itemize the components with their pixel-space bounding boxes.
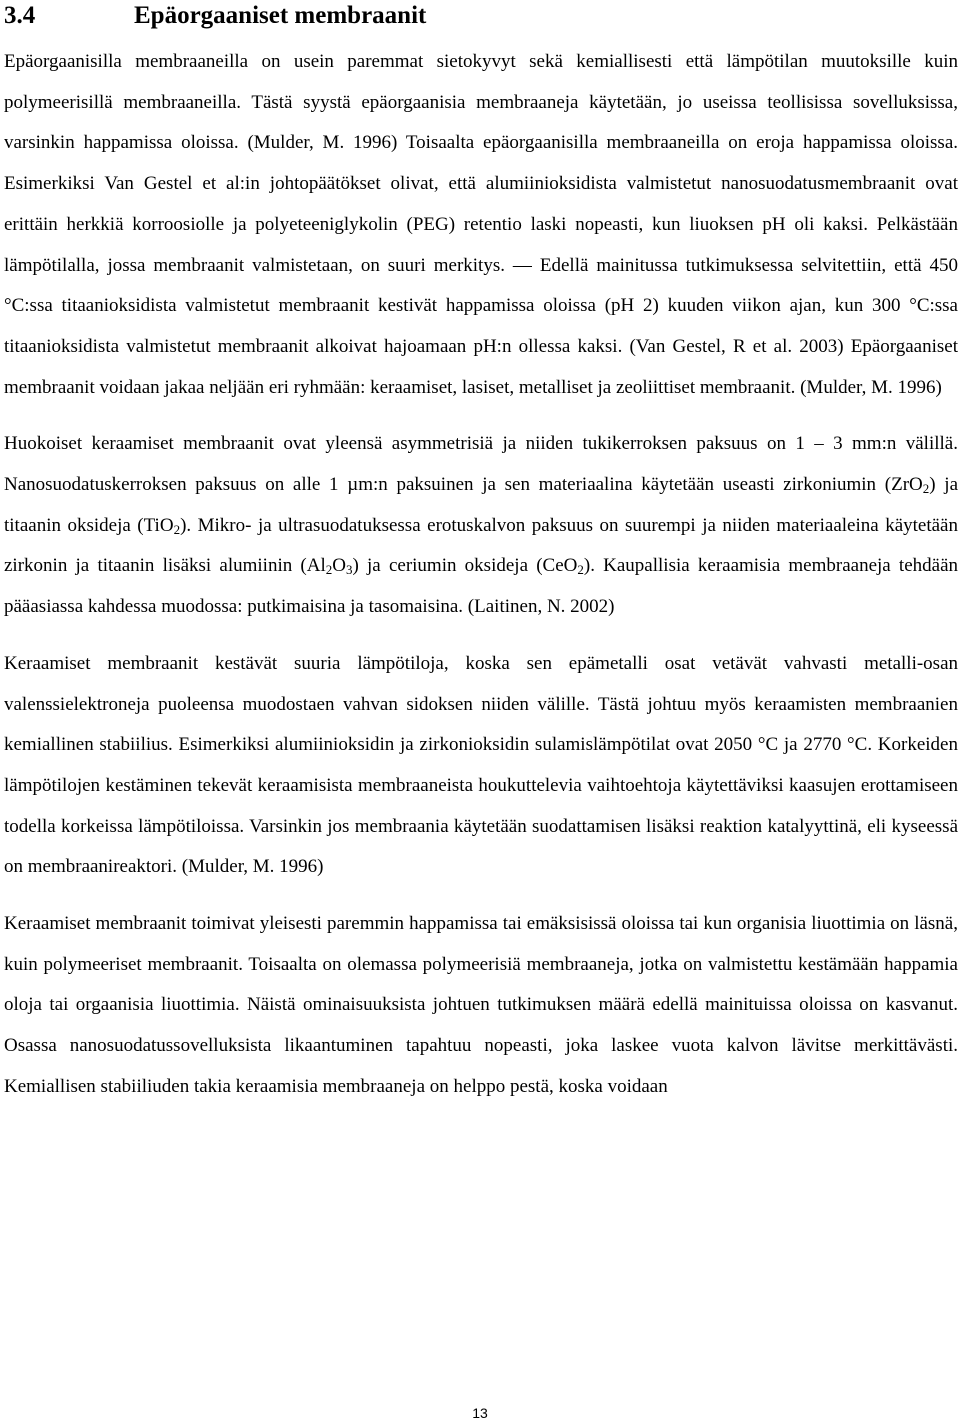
paragraph-2-text-c: ). Mikro- ja ultrasuodatuksessa erotuskalvon paksuus on suurempi ja niiden materiaaleina käytetään zirkonin ja titaanin lisäksi alumiinin (Al: [4, 514, 958, 577]
paragraph-1: Epäorgaanisilla membraaneilla on usein paremmat sietokyvyt sekä kemiallisesti että lämpötilan muutoksille kuin polymeerisillä membraaneilla. Tästä syystä epäorgaanisia membraaneja käytetään, jo useissa teollisissa sovelluksissa, varsinkin happamissa oloissa. (Mulder, M. 1996) Toisaalta epäorgaanisilla membraaneilla on eroja happamissa oloissa. Esimerkiksi Van Gestel et al:in johtopäätökset olivat, että alumiinioksidista valmistetut nanosuodatusmembraanit ovat erittäin herkkiä korroosiolle ja polyeteeniglykolin (PEG) retentio laski nopeasti, kun liuoksen pH oli kaksi. Pelkästään lämpötilalla, jossa membraanit valmistetaan, on suuri merkitys. — Edellä mainitussa tutkimuksessa selvitettiin, että 450 °C:ssa titaanioksidista valmistetut membraanit kestivät happamissa oloissa (pH 2) kuuden viikon ajan, kun 300 °C:ssa titaanioksidista valmistetut membraanit alkoivat hajoamaan pH:n ollessa kaksi. (Van Gestel, R et al. 2003) Epäorgaaniset membraanit voidaan jakaa neljään eri ryhmään: keraamiset, lasiset, metalliset ja zeoliittiset membraanit. (Mulder, M. 1996): [4, 51, 958, 398]
subscript: 2: [325, 562, 333, 578]
subscript: 2: [922, 481, 930, 497]
page-number: 13: [472, 1405, 488, 1421]
subscript: 3: [346, 562, 353, 578]
document-page: [4, 0, 958, 1108]
paragraph-2-text-f: ). Kaupallisia keraamisia membraaneja tehdään pääasiassa kahdessa muodossa: putkimaisina ja tasomaisina. (Laitinen, N. 2002): [4, 555, 959, 618]
paragraph-2-text-d: O: [332, 555, 346, 577]
paragraph-2-text-a: Huokoiset keraamiset membraanit ovat yleensä asymmetrisiä ja niiden tukikerroksen paksuus on 1 – 3 mm:n välillä. Nanosuodatuskerroksen paksuus on alle 1 µm:n paksuinen ja sen materiaalina käytetään useasti zirkoniumin (ZrO: [4, 433, 958, 496]
subscript: 2: [173, 521, 181, 537]
section-number: 3.4: [4, 2, 36, 29]
paragraph-2-text-b: ) ja titaanin oksideja (TiO: [4, 474, 958, 536]
paragraph-4: Keraamiset membraanit toimivat yleisesti paremmin happamissa tai emäksisissä oloissa tai kun organisia liuottimia on läsnä, kuin polymeeriset membraanit. Toisaalta on olemassa polymeerisiä membraaneja, jotka on valmistettu kestämään happamia oloja tai orgaanisia liuottimia. Näistä ominaisuuksista johtuen tutkimuksen määrä edellä mainituissa oloissa on kasvanut. Osassa nanosuodatussovelluksista likaantuminen tapahtuu nopeasti, joka laskee vuota kalvon lävitse merkittävästi. Kemiallisen stabiiliuden takia keraamisia membraaneja on helppo pestä, koska voidaan: [4, 913, 958, 1097]
section-title: Epäorgaaniset membraanit: [134, 2, 427, 29]
paragraph-2-text-e: ) ja ceriumin oksideja (CeO: [352, 555, 578, 577]
paragraph-2: [4, 424, 958, 628]
subscript: 2: [577, 562, 584, 578]
paragraph-3: Keraamiset membraanit kestävät suuria lämpötiloja, koska sen epämetalli osat vetävät vahvasti metalli-osan valenssielektroneja puoleensa muodostaen vahvan sidoksen niiden välille. Tästä johtuu myös keraamisten membraanien kemiallinen stabiilius. Esimerkiksi alumiinioksidin ja zirkonioksidin sulamislämpötilat ovat 2050 °C ja 2770 °C. Korkeiden lämpötilojen kestäminen tekevät keraamisista membraaneista houkuttelevia vaihtoehtoja käytettäviksi kaasujen erottamiseen todella korkeissa lämpötiloissa. Varsinkin jos membraania käytetään suodattamisen lisäksi reaktion katalyyttinä, eli kyseessä on membraanireaktori. (Mulder, M. 1996): [4, 652, 958, 878]
section-heading: [4, 0, 958, 32]
